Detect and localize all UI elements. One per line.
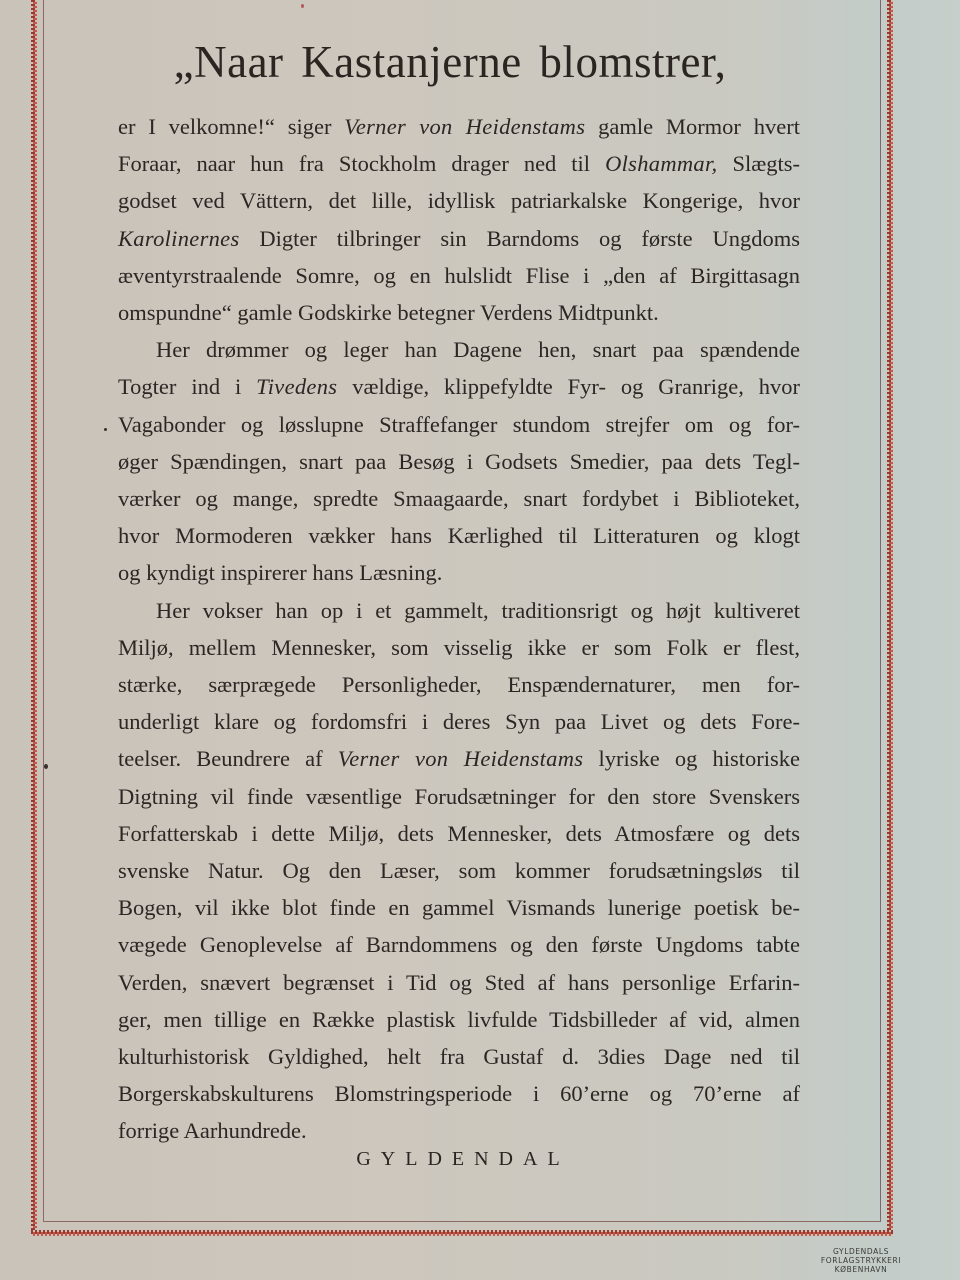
text-segment: øger Spændingen, snart paa Besøg i Godsets Smedier, paa dets Tegl- bbox=[118, 448, 800, 474]
text-segment: godset ved Vättern, det lille, idyllisk patriarkalske Kongerige, hvor bbox=[118, 188, 800, 214]
text-line bbox=[118, 1112, 800, 1149]
text-segment: Her drømmer og leger han Dagene hen, snart paa spændende bbox=[156, 337, 800, 363]
decorative-border-right bbox=[887, 0, 893, 1236]
text-segment: Bogen, vil ikke blot finde en gammel Vismands lunerige poetisk be- bbox=[118, 895, 800, 921]
paragraph bbox=[118, 331, 800, 591]
text-line bbox=[118, 480, 800, 517]
text-segment: kulturhistorisk Gyldighed, helt fra Gustaf d. 3dies Dage ned til bbox=[118, 1044, 800, 1070]
text-segment: og kyndigt inspirerer hans Læsning. bbox=[118, 560, 443, 586]
paragraph bbox=[118, 592, 800, 1150]
text-segment: vældige, klippefyldte Fyr- og Granrige, hvor bbox=[337, 374, 801, 400]
text-line bbox=[118, 257, 800, 294]
text-line bbox=[118, 406, 800, 443]
text-line bbox=[118, 554, 800, 591]
imprint-line: GYLDENDALS bbox=[832, 1247, 890, 1256]
text-line bbox=[118, 852, 800, 889]
text-segment: Forfatterskab i dette Miljø, dets Mennesker, dets Atmosfære og dets bbox=[118, 820, 800, 846]
imprint-line: KØBENHAVN bbox=[834, 1265, 888, 1274]
text-line bbox=[118, 815, 800, 852]
text-line bbox=[118, 517, 800, 554]
text-segment: forrige Aarhundrede. bbox=[118, 1118, 307, 1144]
text-segment: æventyrstraalende Somre, og en hulslidt Flise i „den af Birgittasagn bbox=[118, 262, 800, 288]
text-line bbox=[118, 182, 800, 219]
text-segment: ger, men tillige en Række plastisk livfulde Tidsbilleder af vid, almen bbox=[118, 1006, 800, 1032]
italic-name: Verner von Heidenstams bbox=[344, 114, 586, 139]
text-segment: Foraar, naar hun fra Stockholm drager ned til bbox=[118, 151, 606, 177]
italic-name: Verner von Heidenstams bbox=[337, 746, 584, 772]
decorative-border-bottom bbox=[31, 1230, 893, 1236]
printer-imprint bbox=[806, 1247, 916, 1274]
text-line bbox=[118, 778, 800, 815]
text-line bbox=[118, 443, 800, 480]
publisher-name: GYLDENDAL bbox=[356, 1148, 570, 1170]
text-segment: vægede Genoplevelse af Barndommens og den første Ungdoms tabte bbox=[118, 932, 800, 958]
text-line bbox=[118, 926, 800, 963]
text-line bbox=[118, 592, 800, 629]
text-line bbox=[118, 1038, 800, 1075]
text-line bbox=[118, 368, 800, 405]
text-segment: Slægts- bbox=[717, 151, 800, 177]
text-segment: omspundne“ gamle Godskirke betegner Verdens Midtpunkt. bbox=[118, 300, 659, 326]
text-line bbox=[118, 1001, 800, 1038]
page-title: „Naar Kastanjerne blomstrer, bbox=[173, 37, 727, 87]
text-line bbox=[118, 294, 800, 331]
italic-name: Karolinernes bbox=[118, 225, 240, 251]
text-segment: Digter tilbringer sin Barndoms og første Ungdoms bbox=[239, 225, 800, 251]
text-segment: stærke, særprægede Personligheder, Enspændernaturer, men for- bbox=[118, 672, 800, 698]
text-line bbox=[118, 666, 800, 703]
ink-speck bbox=[104, 428, 107, 431]
text-segment: Borgerskabskulturens Blomstringsperiode i 60’erne og 70’erne af bbox=[118, 1081, 800, 1107]
text-segment: Togter ind i bbox=[118, 374, 257, 400]
text-segment: er I velkomne!“ siger bbox=[118, 114, 345, 139]
text-segment: lyriske og historiske bbox=[583, 746, 801, 772]
italic-name: Olshammar, bbox=[605, 151, 718, 177]
text-segment: Verden, snævert begrænset i Tid og Sted af hans personlige Erfarin- bbox=[118, 969, 800, 995]
text-segment: Digtning vil finde væsentlige Forudsætninger for den store Svenskers bbox=[118, 783, 800, 809]
text-segment: underligt klare og fordomsfri i deres Syn paa Livet og dets Fore- bbox=[118, 709, 800, 735]
text-segment: svenske Natur. Og den Læser, som kommer forudsætningsløs til bbox=[118, 858, 800, 884]
text-line bbox=[118, 220, 800, 257]
text-line bbox=[118, 629, 800, 666]
text-segment: Miljø, mellem Mennesker, som visselig ikke er som Folk er flest, bbox=[118, 634, 800, 660]
decorative-border-left bbox=[31, 0, 37, 1236]
text-segment: Her vokser han op i et gammelt, traditionsrigt og højt kultiveret bbox=[156, 597, 800, 623]
ink-speck bbox=[44, 764, 48, 769]
text-line bbox=[118, 145, 800, 182]
text-segment: Vagabonder og løsslupne Straffefanger stundom strejfer om og for- bbox=[118, 411, 800, 437]
text-line bbox=[118, 1075, 800, 1112]
text-line bbox=[118, 703, 800, 740]
imprint-line: FORLAGSTRYKKERI bbox=[820, 1256, 902, 1265]
italic-name: Tivedens bbox=[256, 374, 338, 400]
text-segment: hvor Mormoderen vækker hans Kærlighed til Litteraturen og klogt bbox=[118, 523, 800, 549]
text-line bbox=[118, 108, 800, 145]
ink-speck bbox=[301, 4, 304, 8]
text-line bbox=[118, 740, 800, 777]
paragraph bbox=[118, 108, 800, 331]
text-line bbox=[118, 964, 800, 1001]
body-text bbox=[118, 108, 800, 1150]
text-line bbox=[118, 889, 800, 926]
text-segment: værker og mange, spredte Smaagaarde, snart fordybet i Biblioteket, bbox=[118, 486, 800, 512]
text-line bbox=[118, 331, 800, 368]
text-segment: gamle Mormor hvert bbox=[585, 114, 801, 139]
text-segment: teelser. Beundrere af bbox=[118, 746, 338, 772]
